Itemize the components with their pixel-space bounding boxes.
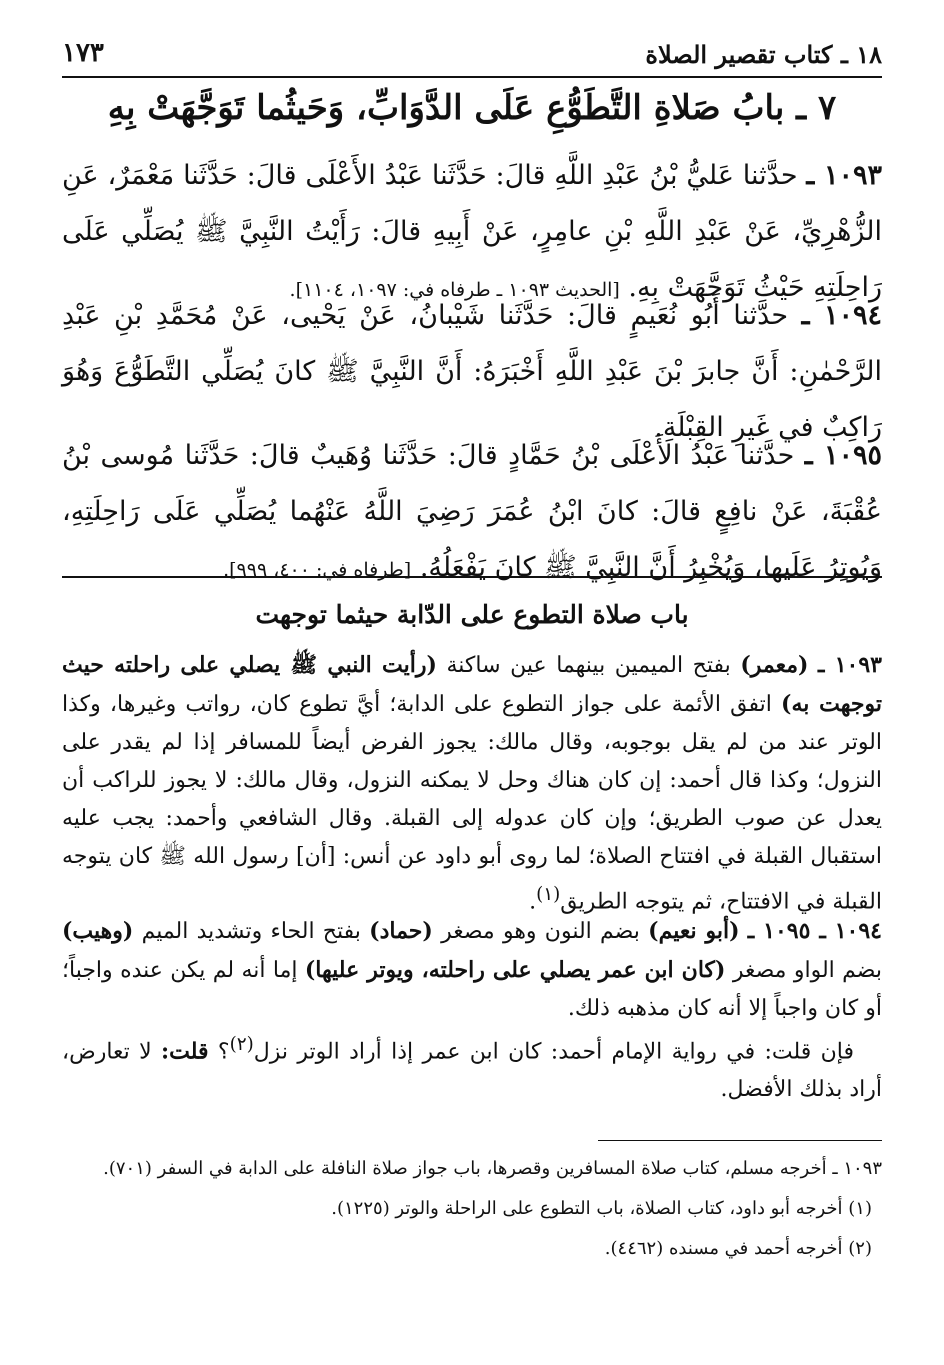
- answer-label: قلت:: [161, 1038, 209, 1065]
- footnote-marker: (٢): [229, 1034, 254, 1055]
- commentary-paragraph-1093: [62, 646, 882, 921]
- footnote-marker: (١): [536, 884, 561, 905]
- hadith-number: ١٠٩٣ ـ: [806, 160, 883, 191]
- commentary-text: ؟: [217, 1039, 230, 1065]
- footnote: (٢) أخرجه أحمد في مسنده (٤٤٦٢).: [604, 1238, 872, 1259]
- commentary-text: إما أنه لم يكن عنده واجباً؛ أو كان واجباً إلا أنه كان مذهبه ذلك.: [62, 958, 882, 1021]
- hadith-reference: [الحديث ١٠٩٣ ـ طرفاه في: ١٠٩٧، ١١٠٤].: [289, 279, 620, 301]
- commentary-text: اتفق الأئمة على جواز التطوع على الدابة؛ أيَّ تطوع كان، رواتب وغيرها، وكذا الوتر عند من لم يقل بوجوبه، وقال مالك: يجوز الفرض أيضاً للمسافر إذا لم يقدر على النزول؛ وكذا قال أحمد: إن كان هناك وحل لا يمكنه النزول، وقال مالك: لا يجوز للراكب أن يعدل عن صوب الطريق؛ وإن كان عدوله إلى القبلة. وقال الشافعي وأحمد: يجب عليه استقبال القبلة في افتتاح الصلاة؛ لما روى أبو داود عن أنس: [أن] رسول الله ﷺ كان يتوجه القبلة في الافتتاح، ثم يتوجه الطريق: [62, 692, 882, 915]
- bab-heading: ٧ ـ بابُ صَلاةِ التَّطَوُّعِ عَلَى الدَّوَابِّ، وَحَيثُما تَوَجَّهَتْ بِهِ: [107, 88, 837, 128]
- hadith-number: ١٠٩٥ ـ: [804, 440, 882, 471]
- commentary-paragraph-question: [62, 1026, 882, 1109]
- commentary-heading: باب صلاة التطوع على الدّابة حيثما توجهت: [255, 600, 689, 629]
- page-number: ١٧٣: [62, 38, 104, 68]
- commentary-text: لا تعارض، أراد بذلك الأفضل.: [62, 1039, 882, 1103]
- commentary-text: بفتح الميمين بينهما عين ساكنة: [446, 653, 731, 678]
- paragraph-number: ١٠٩٤ ـ ١٠٩٥ ـ: [747, 918, 882, 944]
- quoted-term: (حماد): [369, 918, 433, 944]
- commentary-paragraph-1094-1095: [62, 912, 882, 1028]
- hadith-reference: [طرفاه في: ٤٠٠، ٩٩٩].: [223, 559, 412, 581]
- hadith-text: حدَّثنا أَبُو نُعَيمٍ قالَ: حَدَّثَنا شَيْبانُ، عَنْ يَحْيى، عَنْ مُحَمَّدِ بْنِ عَبْدِ الرَّحْمٰنِ: أَنَّ جابرَ بْنَ عَبْدِ اللَّهِ أَخْبَرَهُ: أَنَّ النَّبِيَّ ﷺ كانَ يُصَلِّي التَّطَوُّعَ وَهُوَ رَاكِبٌ في غَيرِ القِبْلَةِ.: [62, 300, 882, 443]
- hadith-1095: [62, 428, 882, 598]
- paragraph-number: ١٠٩٣ ـ: [818, 652, 882, 678]
- chapter-title: ١٨ ـ كتاب تقصير الصلاة: [645, 40, 882, 69]
- hadith-number: ١٠٩٤ ـ: [801, 300, 882, 331]
- commentary-text: بفتح الحاء وتشديد الميم: [141, 919, 361, 944]
- quoted-term: (أبو نعيم): [648, 918, 740, 944]
- quoted-term: (وهيب): [62, 918, 134, 944]
- commentary-text: بضم الواو مصغر: [732, 958, 882, 983]
- footnote: (١) أخرجه أبو داود، كتاب الصلاة، باب التطوع على الراحلة والوتر (١٢٢٥).: [331, 1198, 872, 1219]
- footnote-divider: [598, 1140, 882, 1141]
- hadith-text: حدَّثنا عَليُّ بْنُ عَبْدِ اللَّهِ قالَ: حَدَّثَنا عَبْدُ الأَعْلَى قالَ: حَدَّثَنا مَعْمَرٌ، عَنِ الزُّهْرِيِّ، عَنْ عَبْدِ اللَّهِ بْنِ عامِرٍ، عَنْ أَبِيهِ قالَ: رَأَيْتُ النَّبِيَّ ﷺ يُصَلِّي عَلَى رَاحِلَتِهِ حَيْثُ تَوَجَّهَتْ بِهِ.: [62, 160, 882, 303]
- quoted-term: (معمر): [740, 652, 809, 678]
- commentary-text: .: [529, 889, 537, 915]
- hadith-text: حدَّثنا عَبْدُ الأَعْلَى بْنُ حَمَّادٍ قالَ: حَدَّثَنا وُهَيبٌ قالَ: حَدَّثَنا مُوسى بْنُ عُقْبَةَ، عَنْ نافِعٍ قالَ: كانَ ابْنُ عُمَرَ رَضِيَ اللَّهُ عَنْهُما يُصَلِّي عَلَى رَاحِلَتِهِ، وَيُوتِرُ عَلَيها، وَيُخْبِرُ أَنَّ النَّبِيَّ ﷺ كانَ يَفْعَلُهُ.: [62, 440, 882, 583]
- quoted-term: (رأيت النبي ﷺ يصلي على راحلته حيث توجهت به): [62, 652, 882, 717]
- commentary-text: بضم النون وهو مصغر: [441, 919, 640, 944]
- quoted-term: (كان ابن عمر يصلي على راحلته، ويوتر عليها): [304, 957, 726, 983]
- footnote: ١٠٩٣ ـ أخرجه مسلم، كتاب صلاة المسافرين وقصرها، باب جواز صلاة النافلة على الدابة في السفر (٧٠١).: [103, 1158, 882, 1179]
- commentary-text: فإن قلت: في رواية الإمام أحمد: كان ابن عمر إذا أراد الوتر نزل: [253, 1039, 854, 1065]
- section-divider: [62, 576, 882, 578]
- page-header: [62, 36, 882, 78]
